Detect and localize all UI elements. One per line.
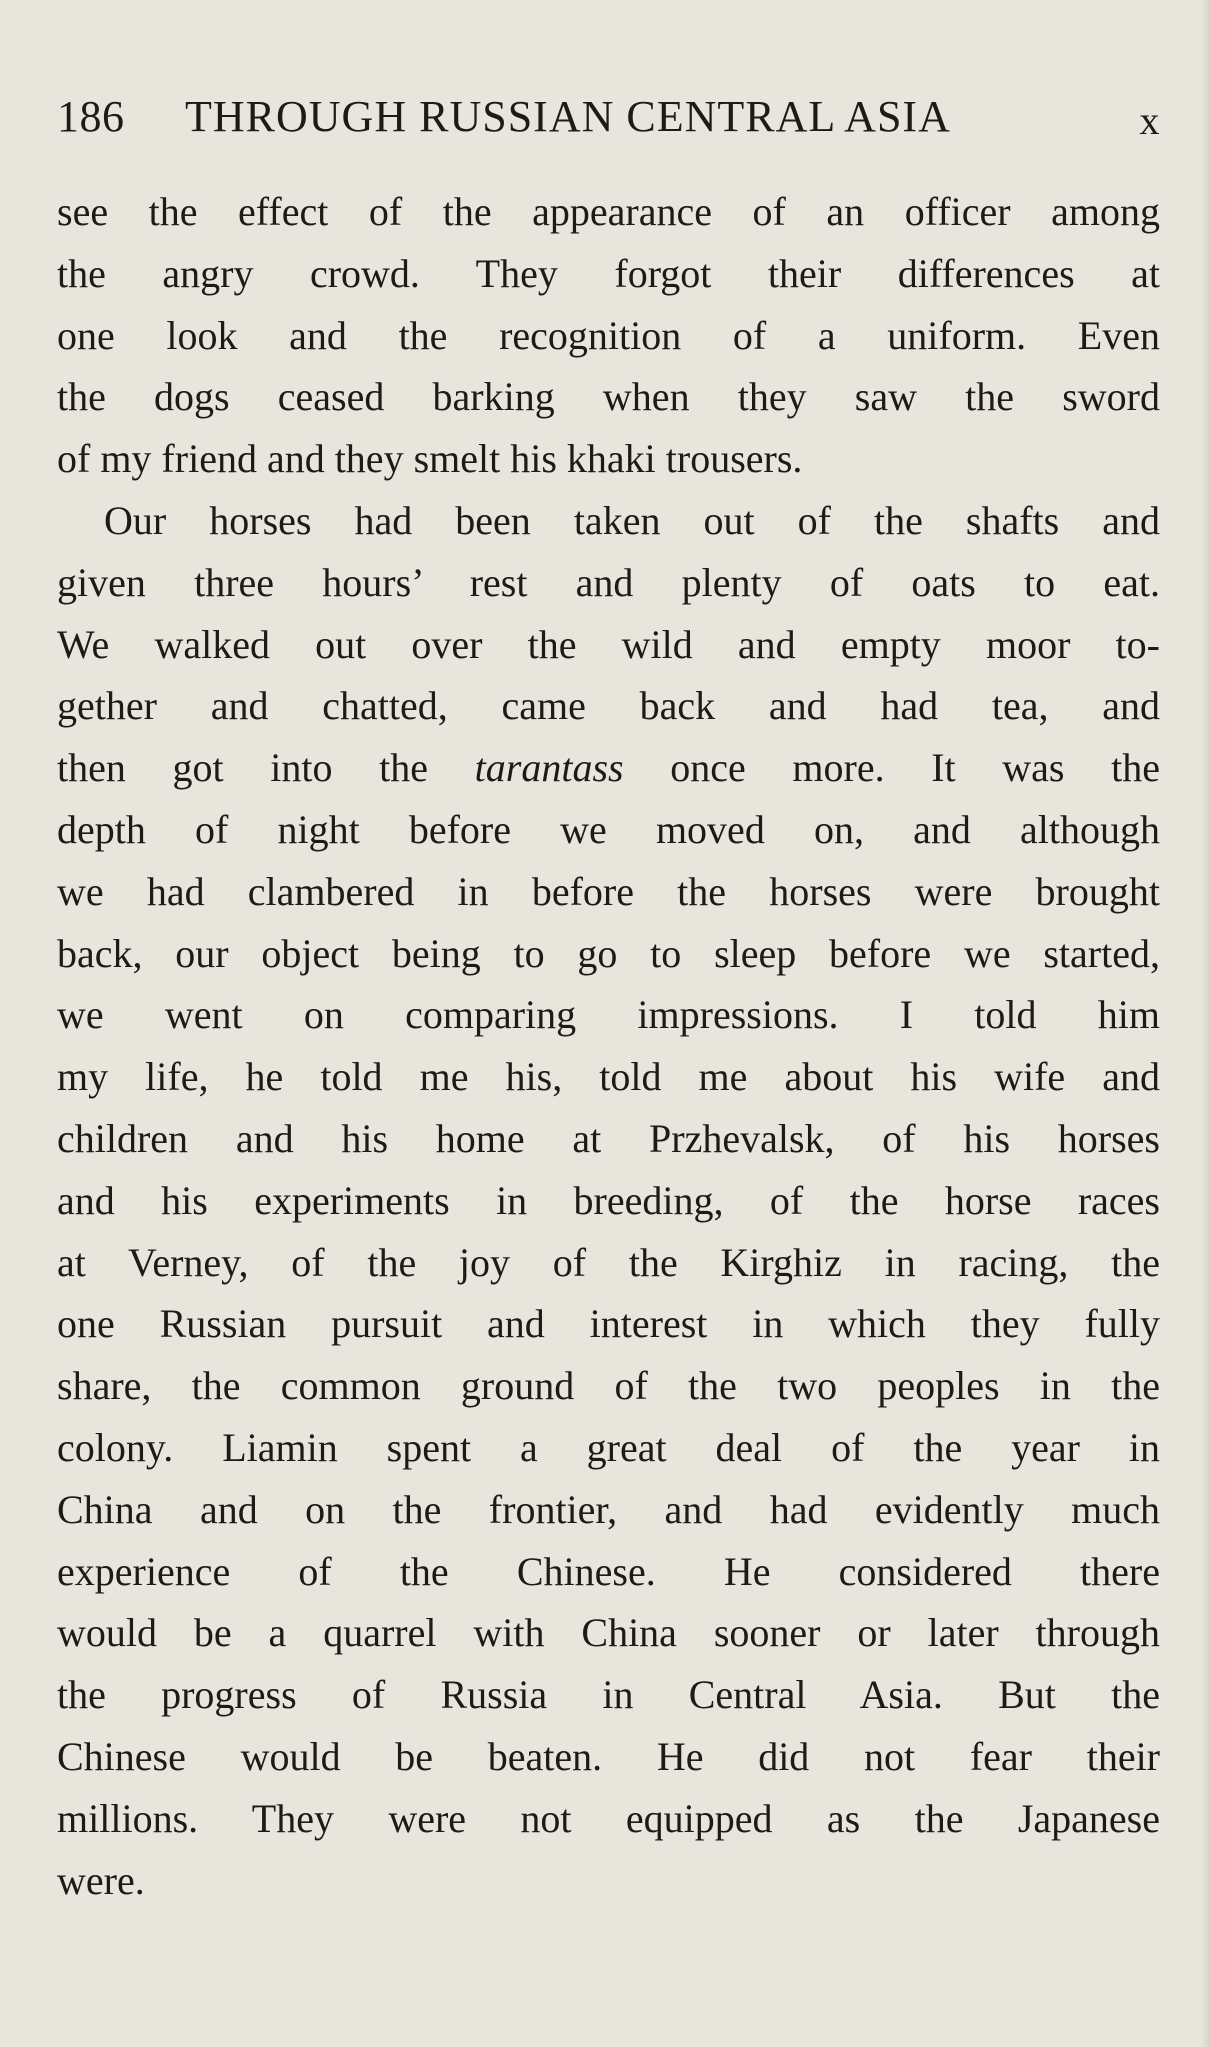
text-line: we had clambered in before the horses were brought bbox=[57, 868, 1160, 914]
text-line-with-italic bbox=[57, 737, 1160, 799]
text-line: millions. They were not equipped as the Japanese bbox=[57, 1795, 1160, 1841]
paragraph-first-line: Our horses had been taken out of the shafts and bbox=[104, 497, 1160, 543]
text-line: children and his home at Przhevalsk, of his horses bbox=[57, 1115, 1160, 1161]
body-text bbox=[57, 181, 1160, 1911]
text-line: the dogs ceased barking when they saw the sword bbox=[57, 374, 1160, 420]
running-header bbox=[57, 86, 1160, 148]
text-line: one look and the recognition of a uniform. Even bbox=[57, 312, 1160, 358]
italic-term: tarantass bbox=[474, 745, 624, 791]
text-line: at Verney, of the joy of the Kirghiz in racing, the bbox=[57, 1239, 1160, 1285]
text-segment: once more. It was the bbox=[623, 745, 1161, 791]
text-line: depth of night before we moved on, and although bbox=[57, 806, 1160, 852]
text-line: and his experiments in breeding, of the horse races bbox=[57, 1177, 1160, 1223]
text-line: we went on comparing impressions. I told him bbox=[57, 992, 1160, 1038]
text-line: experience of the Chinese. He considered there bbox=[57, 1548, 1160, 1594]
text-line: the angry crowd. They forgot their differences at bbox=[57, 250, 1160, 296]
text-line: China and on the frontier, and had evidently much bbox=[57, 1486, 1160, 1532]
text-line: given three hours’ rest and plenty of oats to eat. bbox=[57, 559, 1160, 605]
text-line: We walked out over the wild and empty moor to- bbox=[57, 621, 1160, 667]
text-line: back, our object being to go to sleep before we started, bbox=[57, 930, 1160, 976]
text-line: of my friend and they smelt his khaki trousers. bbox=[57, 436, 803, 482]
text-line: would be a quarrel with China sooner or later through bbox=[57, 1610, 1160, 1656]
page-number: 186 bbox=[57, 92, 125, 141]
text-line: the progress of Russia in Central Asia. But the bbox=[57, 1672, 1160, 1718]
text-line: colony. Liamin spent a great deal of the year in bbox=[57, 1424, 1160, 1470]
text-segment: then got into the bbox=[57, 745, 475, 791]
running-title: THROUGH RUSSIAN CENTRAL ASIA bbox=[185, 92, 951, 141]
text-line: Chinese would be beaten. He did not fear their bbox=[57, 1733, 1160, 1779]
text-line: gether and chatted, came back and had tea, and bbox=[57, 683, 1160, 729]
text-line: one Russian pursuit and interest in which they fully bbox=[57, 1301, 1160, 1347]
page-edge bbox=[1201, 0, 1209, 2047]
text-line: were. bbox=[57, 1857, 145, 1903]
text-line: share, the common ground of the two peoples in the bbox=[57, 1363, 1160, 1409]
text-line: see the effect of the appearance of an officer among bbox=[57, 189, 1160, 234]
chapter-number: x bbox=[1139, 98, 1160, 143]
text-line: my life, he told me his, told me about his wife and bbox=[57, 1054, 1160, 1100]
